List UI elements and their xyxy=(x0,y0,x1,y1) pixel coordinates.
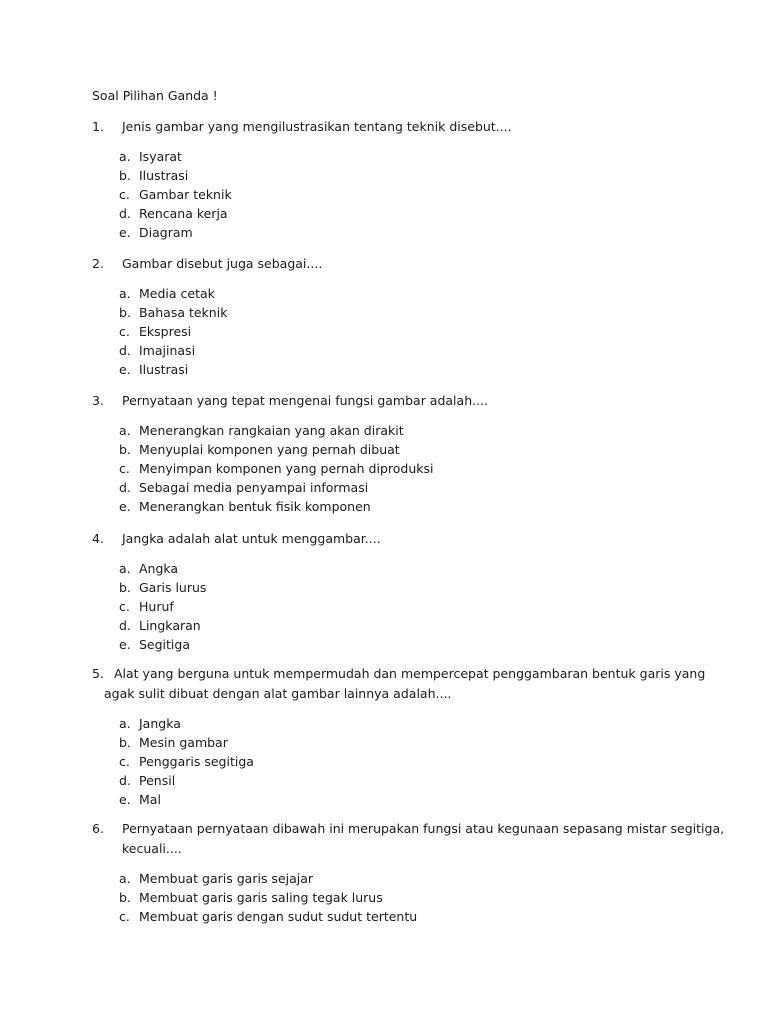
option-text: Menyuplai komponen yang pernah dibuat xyxy=(139,442,400,457)
question-text: Jenis gambar yang mengilustrasikan tentang teknik disebut.... xyxy=(122,119,512,134)
answer-option xyxy=(119,185,692,204)
answer-option xyxy=(119,440,692,459)
option-text: Mesin gambar xyxy=(139,735,228,750)
answer-option xyxy=(119,204,692,223)
answer-option xyxy=(119,223,692,242)
option-text: Lingkaran xyxy=(139,618,201,633)
answer-options xyxy=(92,869,692,926)
option-text: Bahasa teknik xyxy=(139,305,228,320)
answer-option xyxy=(119,341,692,360)
option-letter: c. xyxy=(119,754,130,769)
question-3 xyxy=(92,391,692,516)
option-letter: a. xyxy=(119,423,131,438)
option-letter: a. xyxy=(119,561,131,576)
option-text: Ilustrasi xyxy=(139,168,189,183)
option-text: Ekspresi xyxy=(139,324,192,339)
option-text: Penggaris segitiga xyxy=(139,754,254,769)
answer-option xyxy=(119,559,692,578)
question-number: 5. xyxy=(92,666,104,681)
question-text-continuation: agak sulit dibuat dengan alat gambar lainnya adalah.... xyxy=(104,686,452,701)
question-6 xyxy=(92,819,725,926)
option-text: Media cetak xyxy=(139,286,215,301)
answer-option xyxy=(119,888,692,907)
answer-option xyxy=(119,497,692,516)
answer-option xyxy=(119,166,692,185)
answer-option xyxy=(119,360,692,379)
question-number: 6. xyxy=(92,821,104,836)
option-letter: b. xyxy=(119,580,131,595)
option-text: Jangka xyxy=(139,716,181,731)
option-letter: b. xyxy=(119,442,131,457)
answer-option xyxy=(119,303,692,322)
option-text: Membuat garis garis sejajar xyxy=(139,871,314,886)
answer-options xyxy=(92,421,692,516)
option-letter: b. xyxy=(119,305,131,320)
option-text: Ilustrasi xyxy=(139,362,189,377)
answer-option xyxy=(119,869,692,888)
question-text: Jangka adalah alat untuk menggambar.... xyxy=(122,531,381,546)
question-line xyxy=(92,254,692,274)
question-text: Gambar disebut juga sebagai.... xyxy=(122,256,323,271)
option-text: Rencana kerja xyxy=(139,206,228,221)
question-number: 1. xyxy=(92,119,104,134)
option-letter: a. xyxy=(119,149,131,164)
option-text: Garis lurus xyxy=(139,580,207,595)
answer-option xyxy=(119,284,692,303)
question-number: 2. xyxy=(92,256,104,271)
question-line xyxy=(92,529,692,549)
option-text: Sebagai media penyampai informasi xyxy=(139,480,369,495)
option-text: Huruf xyxy=(139,599,174,614)
answer-option xyxy=(119,752,692,771)
question-5 xyxy=(92,664,706,809)
option-letter: c. xyxy=(119,187,130,202)
option-letter: e. xyxy=(119,792,131,807)
answer-option xyxy=(119,322,692,341)
answer-option xyxy=(119,459,692,478)
question-line xyxy=(92,819,725,839)
option-text: Mal xyxy=(139,792,161,807)
option-letter: e. xyxy=(119,362,131,377)
option-text: Menerangkan bentuk fisik komponen xyxy=(139,499,371,514)
answer-option xyxy=(119,635,692,654)
option-text: Segitiga xyxy=(139,637,191,652)
option-letter: c. xyxy=(119,599,130,614)
answer-option xyxy=(119,597,692,616)
answer-option xyxy=(119,578,692,597)
option-letter: b. xyxy=(119,890,131,905)
option-letter: e. xyxy=(119,499,131,514)
option-text: Membuat garis dengan sudut sudut tertentu xyxy=(139,909,418,924)
question-1 xyxy=(92,117,692,242)
option-letter: b. xyxy=(119,735,131,750)
option-text: Gambar teknik xyxy=(139,187,232,202)
option-letter: c. xyxy=(119,324,130,339)
option-letter: b. xyxy=(119,168,131,183)
answer-option xyxy=(119,907,692,926)
option-text: Angka xyxy=(139,561,179,576)
option-letter: a. xyxy=(119,286,131,301)
answer-option xyxy=(119,478,692,497)
question-text-continuation: kecuali.... xyxy=(122,841,182,856)
answer-option xyxy=(119,714,692,733)
option-letter: d. xyxy=(119,480,131,495)
answer-option xyxy=(119,616,692,635)
question-text: Pernyataan pernyataan dibawah ini merupakan fungsi atau kegunaan sepasang mistar segitiga, xyxy=(122,821,725,836)
question-line xyxy=(92,664,706,684)
option-letter: e. xyxy=(119,637,131,652)
answer-option xyxy=(119,790,692,809)
answer-options xyxy=(92,559,692,654)
question-4 xyxy=(92,529,692,654)
answer-option xyxy=(119,771,692,790)
option-letter: c. xyxy=(119,461,130,476)
option-text: Diagram xyxy=(139,225,193,240)
question-text: Alat yang berguna untuk mempermudah dan mempercepat penggambaran bentuk garis yang xyxy=(114,666,706,681)
answer-option xyxy=(119,733,692,752)
answer-option xyxy=(119,147,692,166)
option-letter: c. xyxy=(119,909,130,924)
option-text: Pensil xyxy=(139,773,176,788)
option-letter: e. xyxy=(119,225,131,240)
option-letter: a. xyxy=(119,871,131,886)
question-2 xyxy=(92,254,692,379)
option-letter: d. xyxy=(119,343,131,358)
option-letter: d. xyxy=(119,773,131,788)
option-text: Menyimpan komponen yang pernah diproduksi xyxy=(139,461,434,476)
question-number: 4. xyxy=(92,531,104,546)
question-line xyxy=(92,117,692,137)
question-text: Pernyataan yang tepat mengenai fungsi gambar adalah.... xyxy=(122,393,489,408)
option-text: Imajinasi xyxy=(139,343,196,358)
document-title: Soal Pilihan Ganda ! xyxy=(92,88,218,103)
question-line xyxy=(92,391,692,411)
option-letter: a. xyxy=(119,716,131,731)
answer-options xyxy=(92,714,692,809)
option-letter: d. xyxy=(119,618,131,633)
question-number: 3. xyxy=(92,393,104,408)
option-text: Membuat garis garis saling tegak lurus xyxy=(139,890,383,905)
answer-options xyxy=(92,284,692,379)
option-letter: d. xyxy=(119,206,131,221)
option-text: Isyarat xyxy=(139,149,182,164)
answer-options xyxy=(92,147,692,242)
answer-option xyxy=(119,421,692,440)
option-text: Menerangkan rangkaian yang akan dirakit xyxy=(139,423,404,438)
